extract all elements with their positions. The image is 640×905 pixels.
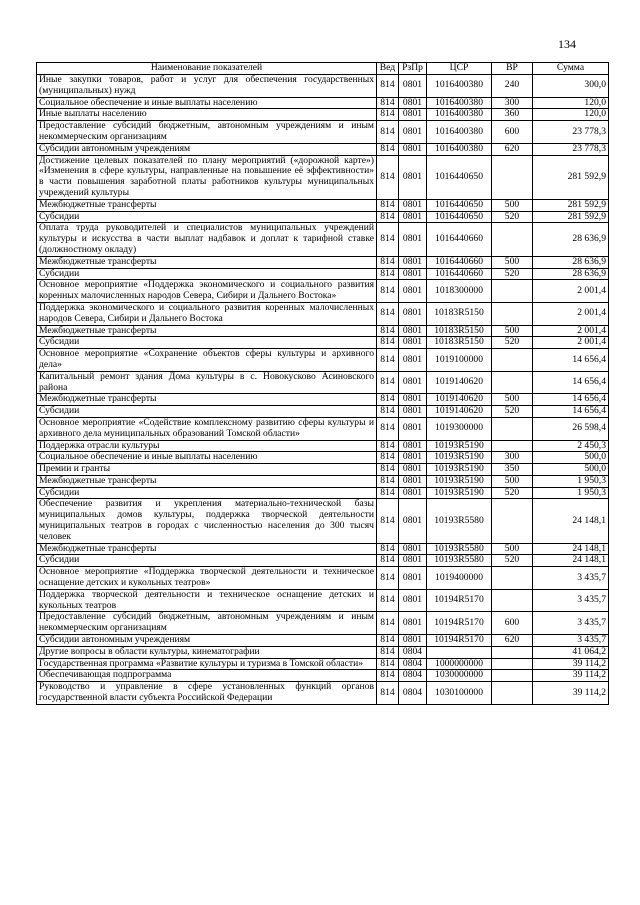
cell-ved: 814	[377, 349, 399, 372]
cell-rzpr: 0801	[399, 452, 427, 464]
cell-vr: 360	[492, 109, 533, 121]
cell-csr: 10183R5150	[427, 302, 492, 325]
cell-csr: 10193R5190	[427, 452, 492, 464]
header-rzpr: РзПр	[399, 63, 427, 75]
table-row	[37, 555, 609, 567]
cell-rzpr: 0801	[399, 280, 427, 303]
cell-ved: 814	[377, 452, 399, 464]
cell-sum: 1 950,3	[533, 487, 609, 499]
cell-rzpr: 0801	[399, 555, 427, 567]
table-row	[37, 682, 609, 705]
table-row	[37, 543, 609, 555]
cell-rzpr: 0801	[399, 155, 427, 199]
cell-ved: 814	[377, 109, 399, 121]
cell-name: Субсидии	[37, 211, 377, 223]
cell-csr: 1016400380	[427, 121, 492, 144]
cell-vr: 520	[492, 406, 533, 418]
cell-sum: 281 592,9	[533, 199, 609, 211]
table-row	[37, 440, 609, 452]
cell-csr: 1030100000	[427, 682, 492, 705]
cell-name: Основное мероприятие «Поддержка творческой деятельности и техническое оснащение детских и кукольных театров»	[37, 567, 377, 590]
cell-sum: 24 148,1	[533, 555, 609, 567]
table-row	[37, 211, 609, 223]
cell-ved: 814	[377, 543, 399, 555]
cell-sum: 500,0	[533, 452, 609, 464]
cell-ved: 814	[377, 211, 399, 223]
cell-sum: 2 001,4	[533, 302, 609, 325]
cell-name: Руководство и управление в сфере установленных функций органов государственной власти субъекта Российской Федерации	[37, 682, 377, 705]
cell-sum: 1 950,3	[533, 475, 609, 487]
cell-csr: 10193R5580	[427, 499, 492, 543]
cell-ved: 814	[377, 658, 399, 670]
cell-ved: 814	[377, 223, 399, 256]
cell-ved: 814	[377, 417, 399, 440]
cell-vr	[492, 417, 533, 440]
cell-sum: 14 656,4	[533, 406, 609, 418]
cell-ved: 814	[377, 555, 399, 567]
cell-csr: 1016440650	[427, 155, 492, 199]
cell-vr: 500	[492, 475, 533, 487]
cell-rzpr: 0801	[399, 394, 427, 406]
cell-ved: 814	[377, 406, 399, 418]
cell-vr: 520	[492, 211, 533, 223]
table-row	[37, 646, 609, 658]
table-header-row	[37, 63, 609, 75]
cell-rzpr: 0801	[399, 97, 427, 109]
cell-rzpr: 0801	[399, 612, 427, 635]
table-row	[37, 143, 609, 155]
table-row	[37, 567, 609, 590]
cell-vr: 520	[492, 268, 533, 280]
cell-ved: 814	[377, 337, 399, 349]
cell-csr: 1019140620	[427, 406, 492, 418]
cell-csr: 10194R5170	[427, 589, 492, 612]
table-row	[37, 394, 609, 406]
cell-name: Межбюджетные трансферты	[37, 325, 377, 337]
cell-vr	[492, 223, 533, 256]
table-row	[37, 499, 609, 543]
cell-vr: 300	[492, 452, 533, 464]
table-row	[37, 406, 609, 418]
cell-vr	[492, 567, 533, 590]
table-row	[37, 280, 609, 303]
table-row	[37, 325, 609, 337]
cell-rzpr: 0801	[399, 109, 427, 121]
cell-ved: 814	[377, 440, 399, 452]
cell-ved: 814	[377, 464, 399, 476]
cell-sum: 14 656,4	[533, 349, 609, 372]
cell-rzpr: 0801	[399, 325, 427, 337]
cell-csr: 1019140620	[427, 371, 492, 394]
cell-vr	[492, 349, 533, 372]
cell-ved: 814	[377, 97, 399, 109]
table-row	[37, 635, 609, 647]
cell-vr: 350	[492, 464, 533, 476]
cell-csr: 10193R5190	[427, 464, 492, 476]
cell-ved: 814	[377, 268, 399, 280]
cell-rzpr: 0801	[399, 440, 427, 452]
cell-csr: 1019400000	[427, 567, 492, 590]
cell-name: Премии и гранты	[37, 464, 377, 476]
cell-ved: 814	[377, 121, 399, 144]
cell-name: Поддержка экономического и социального развития коренных малочисленных народов Севера, Сибири и Дальнего Востока	[37, 302, 377, 325]
header-csr: ЦСР	[427, 63, 492, 75]
cell-vr: 600	[492, 612, 533, 635]
cell-rzpr: 0801	[399, 75, 427, 98]
cell-name: Другие вопросы в области культуры, кинематографии	[37, 646, 377, 658]
cell-vr	[492, 670, 533, 682]
cell-ved: 814	[377, 199, 399, 211]
cell-name: Оплата труда руководителей и специалистов муниципальных учреждений культуры и искусства в части выплат надбавок и доплат к тарифной ставке (должностному окладу)	[37, 223, 377, 256]
cell-ved: 814	[377, 589, 399, 612]
cell-name: Основное мероприятие «Поддержка экономического и социального развития коренных малочисленных народов Севера, Сибири и Дальнего Востока»	[37, 280, 377, 303]
cell-rzpr: 0801	[399, 406, 427, 418]
table-row	[37, 371, 609, 394]
cell-vr	[492, 589, 533, 612]
cell-csr: 1016440650	[427, 211, 492, 223]
table-row	[37, 417, 609, 440]
cell-csr: 10193R5190	[427, 475, 492, 487]
cell-rzpr: 0801	[399, 567, 427, 590]
cell-csr: 10194R5170	[427, 635, 492, 647]
cell-ved: 814	[377, 75, 399, 98]
cell-rzpr: 0801	[399, 211, 427, 223]
cell-vr	[492, 302, 533, 325]
cell-csr: 1016440660	[427, 268, 492, 280]
cell-ved: 814	[377, 499, 399, 543]
cell-rzpr: 0801	[399, 589, 427, 612]
cell-name: Межбюджетные трансферты	[37, 394, 377, 406]
cell-sum: 3 435,7	[533, 635, 609, 647]
cell-sum: 23 778,3	[533, 121, 609, 144]
cell-vr: 240	[492, 75, 533, 98]
cell-rzpr: 0801	[399, 223, 427, 256]
cell-sum: 281 592,9	[533, 155, 609, 199]
cell-sum: 2 450,3	[533, 440, 609, 452]
cell-rzpr: 0801	[399, 143, 427, 155]
cell-rzpr: 0804	[399, 670, 427, 682]
cell-ved: 814	[377, 635, 399, 647]
table-row	[37, 199, 609, 211]
cell-name: Субсидии	[37, 487, 377, 499]
cell-name: Предоставление субсидий бюджетным, автономным учреждениям и иным некоммерческим организациям	[37, 121, 377, 144]
cell-sum: 28 636,9	[533, 223, 609, 256]
cell-sum: 3 435,7	[533, 612, 609, 635]
cell-csr: 1019100000	[427, 349, 492, 372]
cell-rzpr: 0801	[399, 371, 427, 394]
cell-sum: 300,0	[533, 75, 609, 98]
cell-csr: 10194R5170	[427, 612, 492, 635]
cell-vr: 500	[492, 543, 533, 555]
table-row	[37, 268, 609, 280]
cell-vr	[492, 155, 533, 199]
cell-ved: 814	[377, 371, 399, 394]
cell-csr: 1016400380	[427, 97, 492, 109]
cell-vr: 620	[492, 143, 533, 155]
cell-name: Иные закупки товаров, работ и услуг для обеспечения государственных (муниципальных) нужд	[37, 75, 377, 98]
cell-sum: 120,0	[533, 109, 609, 121]
cell-vr	[492, 371, 533, 394]
cell-csr: 10183R5150	[427, 325, 492, 337]
cell-csr: 10193R5580	[427, 555, 492, 567]
cell-rzpr: 0801	[399, 337, 427, 349]
cell-sum: 2 001,4	[533, 337, 609, 349]
cell-sum: 24 148,1	[533, 499, 609, 543]
cell-vr	[492, 658, 533, 670]
table-row	[37, 464, 609, 476]
table-row	[37, 155, 609, 199]
cell-csr: 1000000000	[427, 658, 492, 670]
cell-rzpr: 0801	[399, 499, 427, 543]
header-vr: ВР	[492, 63, 533, 75]
table-row	[37, 302, 609, 325]
cell-name: Поддержка творческой деятельности и техническое оснащение детских и кукольных театров	[37, 589, 377, 612]
table-row	[37, 589, 609, 612]
table-row	[37, 223, 609, 256]
cell-ved: 814	[377, 487, 399, 499]
cell-rzpr: 0801	[399, 417, 427, 440]
cell-name: Предоставление субсидий бюджетным, автономным учреждениям и иным некоммерческим организациям	[37, 612, 377, 635]
cell-sum: 14 656,4	[533, 371, 609, 394]
cell-vr	[492, 499, 533, 543]
cell-name: Основное мероприятие «Сохранение объектов сферы культуры и архивного дела»	[37, 349, 377, 372]
cell-sum: 500,0	[533, 464, 609, 476]
cell-csr: 1016400380	[427, 109, 492, 121]
cell-vr: 600	[492, 121, 533, 144]
cell-sum: 39 114,2	[533, 658, 609, 670]
cell-rzpr: 0801	[399, 268, 427, 280]
cell-csr: 1016400380	[427, 75, 492, 98]
cell-rzpr: 0801	[399, 302, 427, 325]
cell-name: Субсидии	[37, 337, 377, 349]
cell-csr: 1016440650	[427, 199, 492, 211]
cell-vr: 300	[492, 97, 533, 109]
cell-ved: 814	[377, 155, 399, 199]
cell-csr: 10193R5580	[427, 543, 492, 555]
budget-table	[36, 62, 609, 705]
cell-vr: 500	[492, 394, 533, 406]
cell-ved: 814	[377, 143, 399, 155]
table-row	[37, 658, 609, 670]
cell-name: Достижение целевых показателей по плану мероприятий («дорожной карте») «Изменения в сфере культуры, направленные на повышение её эффективности» в части повышения заработной платы работников культуры муниципальных учреждений культуры	[37, 155, 377, 199]
table-row	[37, 670, 609, 682]
cell-name: Социальное обеспечение и иные выплаты населению	[37, 97, 377, 109]
cell-sum: 39 114,2	[533, 682, 609, 705]
cell-name: Обеспечение развития и укрепления материально-технической базы муниципальных домов культуры, поддержка творческой деятельности муниципальных театров в городах с численностью населения до 300 тысяч человек	[37, 499, 377, 543]
header-name: Наименование показателей	[37, 63, 377, 75]
cell-name: Государственная программа «Развитие культуры и туризма в Томской области»	[37, 658, 377, 670]
cell-sum: 3 435,7	[533, 589, 609, 612]
cell-vr: 500	[492, 256, 533, 268]
cell-name: Субсидии	[37, 268, 377, 280]
cell-ved: 814	[377, 682, 399, 705]
cell-sum: 2 001,4	[533, 325, 609, 337]
cell-rzpr: 0801	[399, 543, 427, 555]
cell-rzpr: 0801	[399, 487, 427, 499]
cell-ved: 814	[377, 567, 399, 590]
cell-vr: 520	[492, 337, 533, 349]
table-row	[37, 75, 609, 98]
cell-vr	[492, 280, 533, 303]
cell-name: Межбюджетные трансферты	[37, 475, 377, 487]
cell-csr: 10193R5190	[427, 440, 492, 452]
cell-csr: 1019300000	[427, 417, 492, 440]
cell-csr: 1016440660	[427, 256, 492, 268]
cell-vr: 620	[492, 635, 533, 647]
cell-name: Межбюджетные трансферты	[37, 199, 377, 211]
cell-rzpr: 0801	[399, 464, 427, 476]
cell-rzpr: 0801	[399, 635, 427, 647]
cell-sum: 28 636,9	[533, 256, 609, 268]
cell-csr: 10183R5150	[427, 337, 492, 349]
cell-name: Социальное обеспечение и иные выплаты населению	[37, 452, 377, 464]
cell-name: Иные выплаты населению	[37, 109, 377, 121]
cell-csr: 10193R5190	[427, 487, 492, 499]
cell-rzpr: 0801	[399, 475, 427, 487]
cell-vr	[492, 440, 533, 452]
page-number: 134	[558, 37, 576, 51]
cell-ved: 814	[377, 256, 399, 268]
header-sum: Сумма	[533, 63, 609, 75]
cell-csr	[427, 646, 492, 658]
cell-vr: 520	[492, 487, 533, 499]
cell-csr: 1018300000	[427, 280, 492, 303]
cell-sum: 39 114,2	[533, 670, 609, 682]
cell-vr	[492, 682, 533, 705]
cell-csr: 1019140620	[427, 394, 492, 406]
table-row	[37, 121, 609, 144]
table-row	[37, 349, 609, 372]
table-row	[37, 475, 609, 487]
cell-name: Субсидии	[37, 555, 377, 567]
cell-rzpr: 0801	[399, 349, 427, 372]
cell-name: Субсидии автономным учреждениям	[37, 143, 377, 155]
cell-name: Обеспечивающая подпрограмма	[37, 670, 377, 682]
cell-ved: 814	[377, 612, 399, 635]
cell-sum: 120,0	[533, 97, 609, 109]
cell-sum: 41 064,2	[533, 646, 609, 658]
cell-sum: 14 656,4	[533, 394, 609, 406]
cell-sum: 3 435,7	[533, 567, 609, 590]
cell-sum: 281 592,9	[533, 211, 609, 223]
cell-ved: 814	[377, 325, 399, 337]
cell-sum: 24 148,1	[533, 543, 609, 555]
cell-sum: 2 001,4	[533, 280, 609, 303]
cell-rzpr: 0801	[399, 121, 427, 144]
cell-ved: 814	[377, 280, 399, 303]
cell-vr: 520	[492, 555, 533, 567]
table-row	[37, 452, 609, 464]
cell-sum: 28 636,9	[533, 268, 609, 280]
cell-sum: 26 598,4	[533, 417, 609, 440]
cell-name: Основное мероприятие «Содействие комплексному развитию сферы культуры и архивного дела муниципальных образований Томской области»	[37, 417, 377, 440]
cell-rzpr: 0801	[399, 256, 427, 268]
cell-rzpr: 0804	[399, 682, 427, 705]
table-row	[37, 337, 609, 349]
cell-name: Капитальный ремонт здания Дома культуры в с. Новокусково Асиновского района	[37, 371, 377, 394]
cell-ved: 814	[377, 646, 399, 658]
cell-rzpr: 0804	[399, 658, 427, 670]
table-row	[37, 97, 609, 109]
cell-ved: 814	[377, 394, 399, 406]
table-body	[37, 75, 609, 705]
cell-sum: 23 778,3	[533, 143, 609, 155]
cell-ved: 814	[377, 670, 399, 682]
cell-rzpr: 0804	[399, 646, 427, 658]
cell-ved: 814	[377, 475, 399, 487]
cell-name: Межбюджетные трансферты	[37, 543, 377, 555]
table-row	[37, 612, 609, 635]
cell-csr: 1030000000	[427, 670, 492, 682]
cell-ved: 814	[377, 302, 399, 325]
cell-csr: 1016440660	[427, 223, 492, 256]
cell-csr: 1016400380	[427, 143, 492, 155]
table-row	[37, 109, 609, 121]
cell-name: Субсидии	[37, 406, 377, 418]
cell-name: Субсидии автономным учреждениям	[37, 635, 377, 647]
cell-vr	[492, 646, 533, 658]
cell-name: Межбюджетные трансферты	[37, 256, 377, 268]
cell-vr: 500	[492, 325, 533, 337]
cell-rzpr: 0801	[399, 199, 427, 211]
cell-name: Поддержка отрасли культуры	[37, 440, 377, 452]
cell-vr: 500	[492, 199, 533, 211]
header-ved: Вед	[377, 63, 399, 75]
table-row	[37, 256, 609, 268]
table-row	[37, 487, 609, 499]
